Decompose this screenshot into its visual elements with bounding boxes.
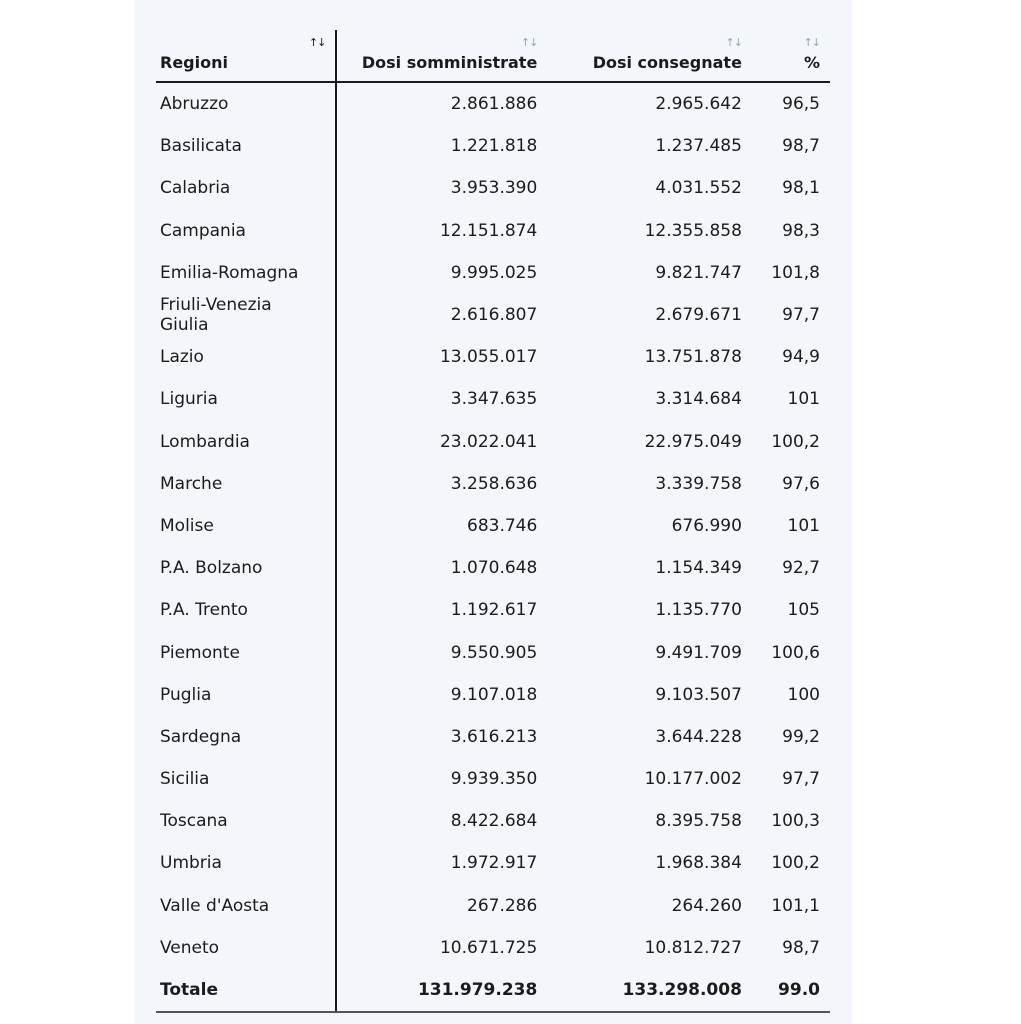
total-administered: 131.979.238 (336, 969, 547, 1012)
cell-region: P.A. Trento (156, 589, 336, 631)
column-header-label: Dosi somministrate (361, 53, 538, 72)
table-row (156, 505, 830, 547)
total-percent: 99.0 (752, 969, 830, 1012)
column-header-delivered[interactable] (547, 30, 752, 82)
cell-percent: 96,5 (782, 94, 820, 115)
cell-percent: 94,9 (782, 347, 820, 368)
cell-administered: 2.616.807 (450, 305, 538, 326)
cell-delivered: 1.135.770 (655, 600, 742, 621)
cell-percent: 100,2 (771, 853, 820, 874)
cell-region: Umbria (156, 842, 336, 884)
column-header-label: Dosi consegnate (592, 53, 742, 72)
vaccine-doses-table (156, 30, 830, 1013)
cell-percent: 98,1 (782, 178, 820, 199)
cell-administered: 9.939.350 (450, 769, 538, 790)
table-row (156, 336, 830, 378)
total-delivered: 133.298.008 (547, 969, 752, 1012)
table-row (156, 252, 830, 294)
table-row (156, 674, 830, 716)
cell-percent: 105 (787, 600, 820, 621)
cell-administered: 1.070.648 (450, 558, 538, 579)
cell-delivered: 4.031.552 (655, 178, 742, 199)
cell-administered: 9.107.018 (450, 684, 538, 705)
cell-delivered: 3.314.684 (655, 389, 742, 410)
sort-arrows-icon[interactable]: ↑↓ (725, 36, 742, 49)
cell-percent: 98,3 (782, 220, 820, 241)
table-row (156, 125, 830, 167)
cell-delivered: 2.679.671 (655, 305, 742, 326)
cell-administered: 2.861.886 (450, 94, 538, 115)
cell-administered: 3.258.636 (450, 473, 538, 494)
cell-delivered: 9.491.709 (655, 642, 742, 663)
cell-delivered: 10.177.002 (644, 769, 742, 790)
cell-region: Puglia (156, 674, 336, 716)
cell-administered: 9.550.905 (450, 642, 538, 663)
cell-region: Abruzzo (156, 82, 336, 125)
table-row (156, 716, 830, 758)
cell-administered: 683.746 (467, 515, 538, 536)
table-row (156, 547, 830, 589)
cell-delivered: 1.154.349 (655, 558, 742, 579)
cell-administered: 8.422.684 (450, 811, 538, 832)
cell-region: Marche (156, 463, 336, 505)
cell-percent: 101,1 (771, 895, 820, 916)
table-row (156, 167, 830, 209)
cell-region: Molise (156, 505, 336, 547)
cell-administered: 9.995.025 (450, 262, 538, 283)
table-body (156, 82, 830, 969)
cell-percent: 98,7 (782, 136, 820, 157)
cell-administered: 23.022.041 (439, 431, 538, 452)
column-header-label: Regioni (160, 53, 228, 72)
cell-delivered: 9.821.747 (655, 262, 742, 283)
table-row (156, 589, 830, 631)
cell-administered: 3.953.390 (450, 178, 538, 199)
sort-arrows-icon[interactable]: ↑↓ (308, 36, 326, 49)
column-header-percent[interactable] (752, 30, 830, 82)
cell-percent: 100,2 (771, 431, 820, 452)
cell-region: Sardegna (156, 716, 336, 758)
cell-percent: 97,6 (782, 473, 820, 494)
cell-region: Calabria (156, 167, 336, 209)
table-row (156, 421, 830, 463)
cell-region: Sicilia (156, 758, 336, 800)
cell-region: Toscana (156, 800, 336, 842)
table-header-row (156, 30, 830, 82)
table-row (156, 758, 830, 800)
cell-delivered: 1.237.485 (655, 136, 742, 157)
cell-delivered: 22.975.049 (644, 431, 742, 452)
cell-percent: 97,7 (782, 769, 820, 790)
column-header-administered[interactable] (336, 30, 547, 82)
cell-delivered: 9.103.507 (655, 684, 742, 705)
cell-percent: 98,7 (782, 937, 820, 958)
cell-administered: 1.192.617 (450, 600, 538, 621)
cell-percent: 92,7 (782, 558, 820, 579)
cell-region: Basilicata (156, 125, 336, 167)
cell-administered: 3.616.213 (450, 726, 538, 747)
total-row (156, 969, 830, 1012)
cell-delivered: 264.260 (671, 895, 742, 916)
cell-delivered: 13.751.878 (644, 347, 742, 368)
table-row (156, 82, 830, 125)
column-header-label: % (803, 53, 820, 72)
table-row (156, 800, 830, 842)
cell-delivered: 3.339.758 (655, 473, 742, 494)
table-row (156, 294, 830, 336)
cell-region: Veneto (156, 927, 336, 969)
cell-percent: 101 (787, 389, 820, 410)
cell-region: Lombardia (156, 421, 336, 463)
cell-delivered: 12.355.858 (644, 220, 742, 241)
sort-arrows-icon[interactable]: ↑↓ (520, 36, 538, 49)
cell-administered: 12.151.874 (439, 220, 538, 241)
cell-region: Lazio (156, 336, 336, 378)
table-row (156, 463, 830, 505)
cell-region: P.A. Bolzano (156, 547, 336, 589)
cell-region: Campania (156, 210, 336, 252)
cell-delivered: 3.644.228 (655, 726, 742, 747)
cell-delivered: 676.990 (671, 515, 742, 536)
cell-percent: 101,8 (771, 262, 820, 283)
table-row (156, 842, 830, 884)
cell-region: Emilia-Romagna (156, 252, 336, 294)
cell-administered: 13.055.017 (439, 347, 538, 368)
total-label: Totale (156, 969, 336, 1012)
cell-administered: 267.286 (467, 895, 538, 916)
cell-region: Liguria (156, 378, 336, 420)
cell-administered: 1.972.917 (450, 853, 538, 874)
cell-percent: 101 (787, 515, 820, 536)
cell-delivered: 2.965.642 (655, 94, 742, 115)
cell-region: Piemonte (156, 631, 336, 673)
column-header-region[interactable] (156, 30, 336, 82)
cell-administered: 3.347.635 (450, 389, 538, 410)
cell-delivered: 1.968.384 (655, 853, 742, 874)
table-row (156, 631, 830, 673)
table-row (156, 210, 830, 252)
cell-region: Friuli-Venezia Giulia (156, 294, 336, 336)
table-row (156, 927, 830, 969)
cell-administered: 10.671.725 (439, 937, 538, 958)
cell-percent: 100,6 (771, 642, 820, 663)
cell-region: Valle d'Aosta (156, 885, 336, 927)
cell-percent: 99,2 (782, 726, 820, 747)
cell-percent: 100,3 (771, 811, 820, 832)
table-row (156, 378, 830, 420)
sort-arrows-icon[interactable]: ↑↓ (803, 36, 820, 49)
cell-percent: 100 (787, 684, 820, 705)
cell-delivered: 10.812.727 (644, 937, 742, 958)
cell-delivered: 8.395.758 (655, 811, 742, 832)
cell-percent: 97,7 (782, 305, 820, 326)
table-row (156, 885, 830, 927)
table-panel (134, 0, 852, 1024)
cell-administered: 1.221.818 (450, 136, 538, 157)
